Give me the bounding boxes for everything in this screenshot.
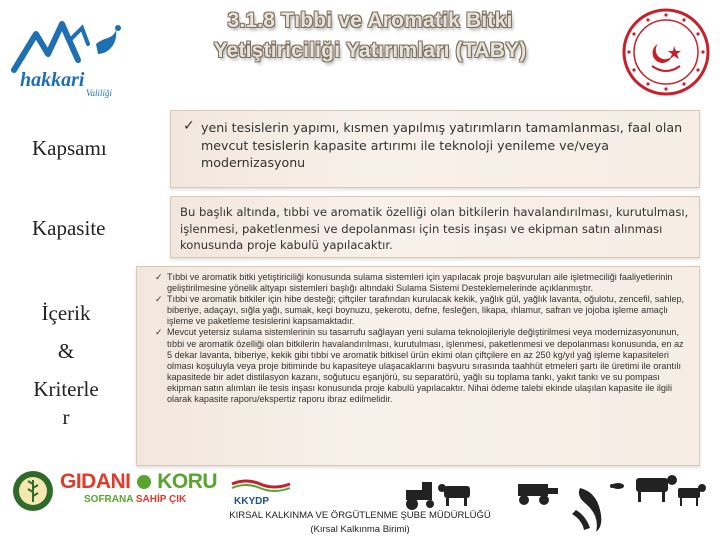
sofrana-word-1: SOFRANA — [84, 494, 134, 505]
hakkari-wordmark: hakkari — [20, 69, 85, 91]
hakkari-logo — [8, 14, 138, 98]
kapasite-text: Bu başlık altında, tıbbi ve aromatik özelliği olan bitkilerin havalandırılması, kurutulması, işlenmesi, paketlenmesi ve depolanması için tesis inşası ve ekipman satın alınması konusunda proje kabulü yapılacaktır. — [180, 205, 689, 252]
goat-icon — [678, 484, 706, 506]
kapsam-box — [170, 110, 700, 188]
cow-icon — [636, 475, 677, 502]
icerik-label-line-3: Kriterle — [33, 377, 99, 401]
kapsam-text: yeni tesislerin yapımı, kısmen yapılmış yatırımların tamamlanması, faal olan mevcut tesislerin kapasite artırımı ile teknoloji yenileme ve/veya modernizasyonu — [201, 120, 683, 170]
icerik-bullet-3: Mevcut yetersiz sulama sistemlerinin su tasarrufu sağlayan yeni sulama teknolojileriyle değiştirilmesi veya modernizasyonunun, tıbbi ve aromatik özelliği olan bitkilerin havalandırılması, kurutulması, işlenmesi, paketlenmesi ve depolanması konusunda, en az 5 dekar lavanta, biberiye, kekik gibi tıbbi ve aromatik bitkisel ürün ekimi olan çiftçilere en az 250 kg/yıl yağ işleme kapasiteleri olması koşuluyla veya proje bitiminde bu kapasiteye ulaşacaklarını başvuru sırasında taahhüt etmeleri şartı ile üretimi ile orantılı kapasitede bir adet distilasyon kazanı, soğutucu eşanjörü, su separatörü, yağlı su toplama tankı, yakıt tankı ve su pompası ekipman satın alımları ile tesis inşası konusunda proje kabulü yapılacaktır. Nihai ödeme talebi ekinde ulaşılan kapasite ile ilgili olarak kapasite raporu/ekspertiz raporu ibraz edilmelidir. — [167, 327, 684, 405]
check-icon: ✓ — [183, 118, 195, 134]
kapasite-label: Kapasite — [32, 216, 106, 240]
icerik-label-line-4: r — [62, 405, 70, 429]
ministry-seal-logo — [618, 6, 714, 98]
gida-word-1: GIDANI — [60, 470, 131, 493]
tractor-icon — [406, 482, 434, 510]
kapasite-box — [170, 196, 700, 258]
icerik-label-line-1: İçerik — [41, 301, 91, 325]
fish-icon — [572, 488, 601, 532]
kapsam-label: Kapsamı — [32, 136, 107, 160]
check-icon: ✓ — [155, 272, 163, 282]
agriculture-round-logo — [12, 470, 54, 512]
sofrana-slogan — [84, 494, 186, 505]
page-title — [150, 6, 590, 66]
icerik-box — [136, 266, 700, 466]
icerik-bullet-2: Tıbbi ve aromatik bitkiler için hibe desteği; çiftçiler tarafından kurulacak kekik, yağlık gül, yağlık lavanta, oğulotu, zencefil, sahlep, biberiye, adaçayı, sığla yağı, sumak, keçi boynuzu, şekerotu, defne, fesleğen, likapa, ıhlamur, safran ve jojoba işleme amaçlı işleme ve paketleme tesislerini kapsamaktadır. — [167, 294, 685, 327]
gida-word-2: KORU — [157, 470, 218, 493]
list-item — [155, 272, 689, 294]
list-item — [155, 294, 689, 327]
kkydp-text: KKYDP — [234, 496, 270, 507]
title-line-2: Yetiştiriciliği Yatırımları (TABY) — [213, 39, 527, 62]
icerik-label — [14, 294, 118, 429]
check-icon: ✓ — [155, 294, 163, 305]
icerik-list — [137, 267, 699, 405]
gidani-koru-logo — [60, 470, 217, 494]
check-icon: ✓ — [155, 327, 163, 338]
sofrana-word-2: SAHİP ÇIK — [135, 494, 187, 505]
title-line-1: 3.1.8 Tıbbi ve Aromatik Bitki — [227, 9, 513, 32]
footer-unit: (Kırsal Kalkınma Birimi) — [310, 524, 410, 535]
hakkari-sub: Valiliği — [86, 88, 113, 98]
harvester-icon — [518, 484, 558, 505]
bee-icon — [610, 483, 624, 489]
cattle-icon — [438, 484, 470, 506]
list-item — [155, 327, 689, 405]
icerik-label-line-2: & — [57, 339, 75, 363]
icerik-bullet-1: Tıbbi ve aromatik bitki yetiştiriciliği konusunda sulama sistemleri için yapılacak proje başvuruları aile işletmeciliği faaliyetlerinin geliştirilmesine yönelik altyapı sistemleri başlığı altındaki Sulama Sistemi Desteklemelerinde açıklanmıştır. — [167, 272, 673, 294]
footer-department: KIRSAL KALKINMA VE ÖRGÜTLENME ŞUBE MÜDÜRLÜĞÜ — [229, 510, 491, 521]
apple-icon — [137, 475, 151, 489]
kkydp-logo — [226, 476, 296, 508]
